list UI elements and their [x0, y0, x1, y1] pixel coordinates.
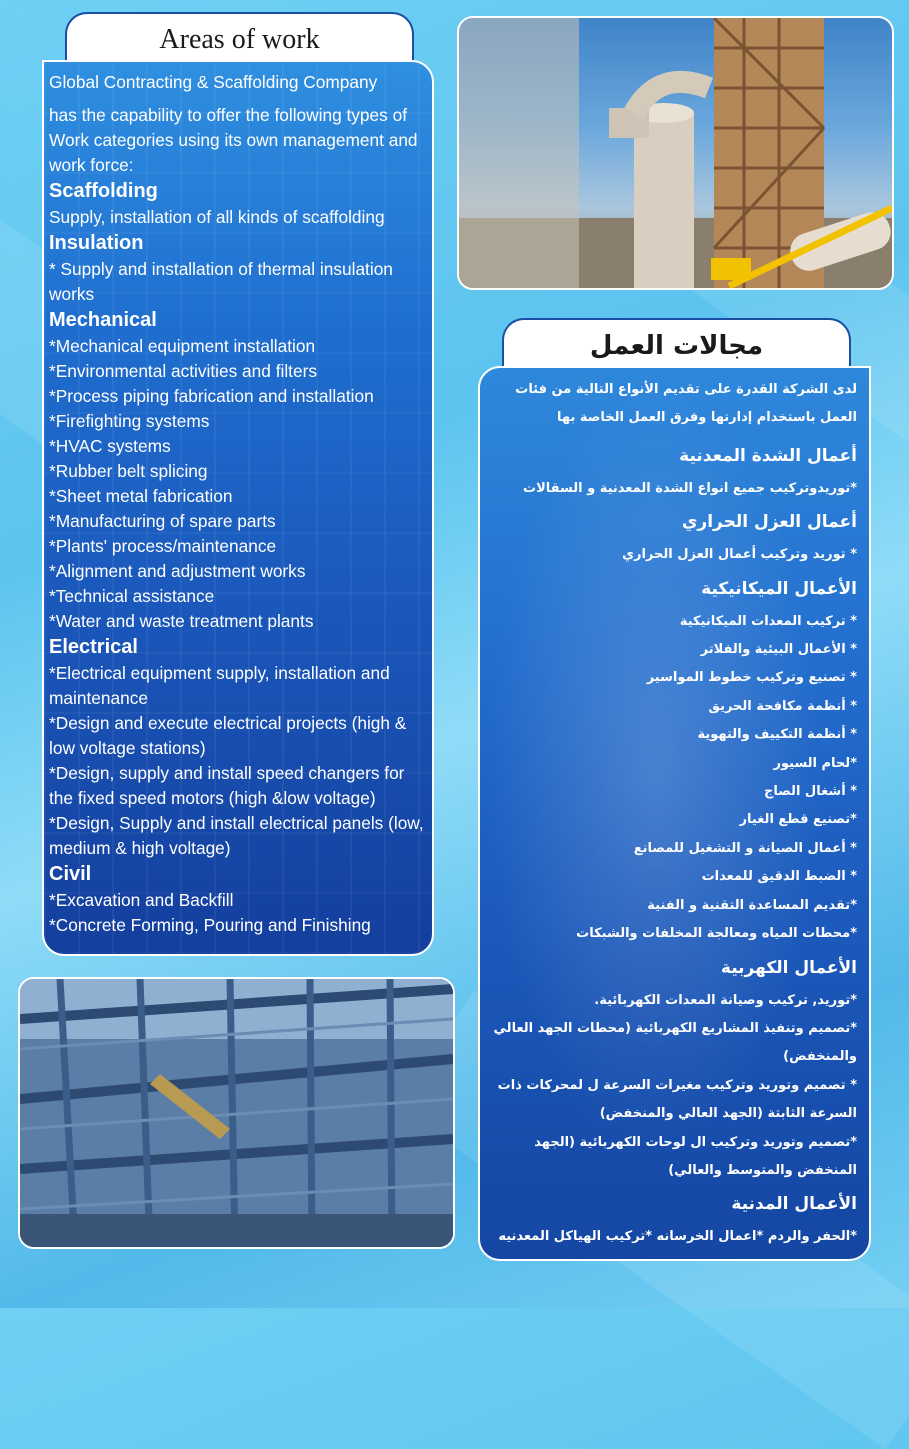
cement-plant-photo — [457, 16, 894, 290]
english-list-item: *Design, supply and install speed changers for the fixed speed motors (high &low voltage) — [49, 763, 405, 808]
english-list-item: *Sheet metal fabrication — [49, 486, 233, 506]
arabic-list-item: * الضبط الدقيق للمعدات — [701, 869, 857, 885]
english-list-item: *Concrete Forming, Pouring and Finishing — [49, 915, 371, 935]
english-list-item: *Alignment and adjustment works — [49, 561, 306, 581]
arabic-areas-of-work-panel — [478, 366, 871, 1261]
arabic-list-item: * تصنيع وتركيب خطوط المواسير — [646, 670, 857, 686]
arabic-intro-text: لدى الشركة القدرة على تقديم الأنواع التالية من فئات العمل باستخدام إدارتها وفرق العمل الخاصة بها — [515, 382, 857, 426]
arabic-list-item: *تقديم المساعدة التقنية و الفنية — [647, 897, 857, 913]
arabic-list-item: * أنظمة مكافحة الحريق — [708, 698, 857, 714]
english-list-item: *Manufacturing of spare parts — [49, 511, 276, 531]
arabic-list-item: *توريد, تركيب وصيانة المعدات الكهربائية. — [594, 992, 857, 1008]
areas-of-work-panel — [42, 60, 434, 956]
arabic-list-item: * أشغال الصاج — [764, 784, 857, 800]
english-list-item: *Design and execute electrical projects (high & low voltage stations) — [49, 713, 407, 758]
arabic-list-item: * أنظمة التكييف والتهوية — [697, 727, 857, 743]
arabic-section-heading: الأعمال الميكانيكية — [701, 578, 857, 599]
arabic-list-item: * أعمال الصيانة و التشغيل للمصانع — [633, 840, 857, 856]
arabic-list-item: *محطات المياه ومعالجة المخلفات والشبكات — [576, 926, 857, 942]
english-list-item: * Supply and installation of thermal insulation works — [49, 259, 393, 304]
arabic-section-heading: أعمال الشدة المعدنية — [679, 445, 857, 466]
arabic-list-item: * الأعمال البيئية والفلاتر — [700, 642, 857, 658]
english-list-item: *HVAC systems — [49, 436, 171, 456]
arabic-list-item: *تصميم وتوريد وتركيب ال لوحات الكهربائية (الجهد المنخفض والمتوسط والعالي) — [534, 1134, 857, 1178]
english-list-item: *Design, Supply and install electrical panels (low, medium & high voltage) — [49, 813, 424, 858]
arabic-list-item: *الحفر والردم *اعمال الخرسانه *تركيب الهياكل المعدنيه — [498, 1229, 857, 1245]
english-list-item: *Electrical equipment supply, installation and maintenance — [49, 663, 390, 708]
arabic-list-item: * تصميم وتوريد وتركيب مغيرات السرعة ل لمحركات ذات السرعة الثابتة (الجهد العالي والمنخفض) — [497, 1077, 857, 1122]
work-categories-list — [49, 178, 426, 938]
arabic-list-item: *توريدوتركيب جميع انواع الشدة المعدنية و السقالات — [523, 480, 857, 496]
english-list-item: *Firefighting systems — [49, 411, 210, 431]
header-title: Areas of work — [159, 24, 320, 55]
english-section-heading: Insulation — [49, 232, 144, 254]
arabic-section-heading: أعمال العزل الحراري — [681, 512, 857, 533]
english-section-heading: Scaffolding — [49, 180, 158, 202]
english-section-heading: Civil — [49, 863, 92, 885]
arabic-work-categories-list — [490, 437, 857, 1252]
english-section-heading: Electrical — [49, 636, 138, 658]
arabic-list-item: * تركيب المعدات الميكانيكية — [679, 613, 857, 629]
english-section-heading: Mechanical — [49, 309, 157, 331]
arabic-header-title: مجالات العمل — [589, 331, 764, 361]
arabic-list-item: *لحام السيور — [773, 755, 857, 771]
areas-of-work-header — [65, 12, 414, 66]
english-list-item: *Plants' process/maintenance — [49, 536, 277, 556]
english-list-item: *Technical assistance — [49, 586, 215, 606]
english-list-item: *Process piping fabrication and installation — [49, 386, 374, 406]
arabic-section-heading: الأعمال المدنية — [731, 1194, 857, 1215]
arabic-list-item: *تصنيع قطع الغيار — [739, 812, 857, 828]
english-list-item: *Environmental activities and filters — [49, 361, 317, 381]
english-list-item: *Water and waste treatment plants — [49, 611, 314, 631]
english-list-item: Supply, installation of all kinds of scaffolding — [49, 207, 385, 227]
company-name-line: Global Contracting & Scaffolding Company — [49, 72, 378, 92]
arabic-areas-of-work-header — [502, 318, 851, 372]
intro-text: has the capability to offer the following types of Work categories using its own management and work force: — [49, 105, 418, 175]
steel-structure-photo — [18, 977, 455, 1249]
arabic-list-item: *تصميم وتنفيذ المشاريع الكهربائية (محطات الجهد العالي والمنخفض) — [493, 1020, 857, 1065]
english-list-item: *Mechanical equipment installation — [49, 336, 316, 356]
english-list-item: *Rubber belt splicing — [49, 461, 208, 481]
english-list-item: *Excavation and Backfill — [49, 890, 234, 910]
arabic-list-item: * توريد وتركيب أعمال العزل الحراري — [622, 547, 857, 563]
arabic-section-heading: الأعمال الكهربية — [720, 957, 857, 978]
